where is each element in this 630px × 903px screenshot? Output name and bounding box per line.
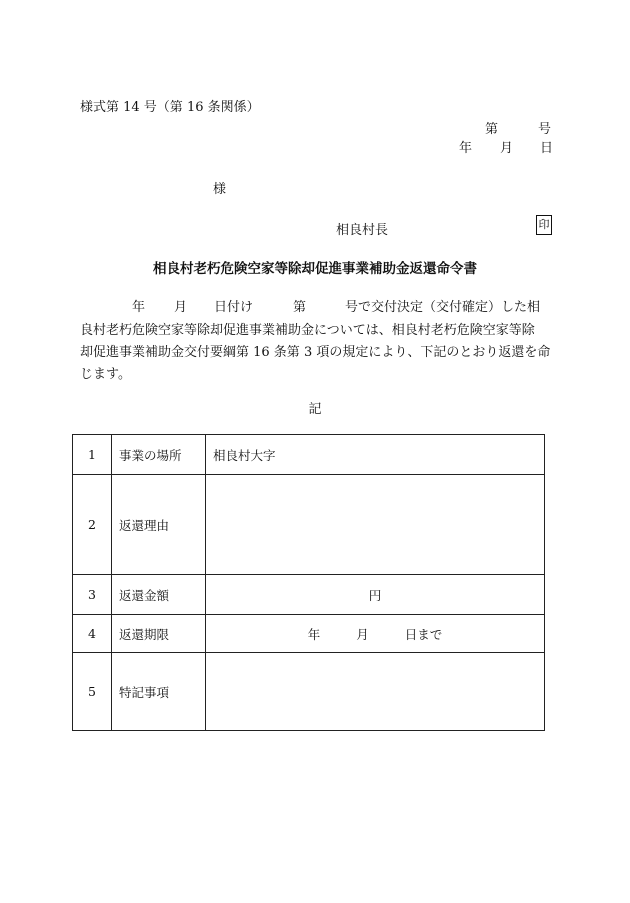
document-title: 相良村老朽危険空家等除却促進事業補助金返還命令書: [153, 261, 477, 277]
seal-mark: 印: [536, 215, 552, 235]
row-label: 返還金額: [112, 575, 206, 615]
deadline-month-label: 月: [356, 626, 369, 642]
document-number-prefix: 第: [485, 122, 499, 137]
row-label: 特記事項: [112, 653, 206, 731]
row-label: 返還理由: [112, 475, 206, 575]
body-line-3: 却促進事業補助金交付要綱第 16 条第 3 項の規定により、下記のとおり返還を命: [80, 345, 551, 360]
row-number: 2: [73, 475, 112, 575]
amount-value: 円: [206, 575, 545, 615]
remarks-value: [206, 653, 545, 731]
row-label: 事業の場所: [112, 435, 206, 475]
deadline-year-label: 年: [307, 626, 321, 642]
table-row: [73, 475, 545, 575]
body-year-label: 年: [132, 300, 146, 315]
ki-heading: 記: [308, 402, 322, 417]
addressee-honorific: 様: [213, 182, 227, 197]
table-row: [73, 615, 545, 653]
location-value: 相良村大字: [206, 435, 545, 475]
row-number: 3: [73, 575, 112, 615]
body-number-prefix: 第: [293, 300, 307, 315]
body-line-4: じます。: [80, 367, 131, 382]
deadline-value: [206, 615, 545, 653]
date-month-label: 月: [500, 141, 514, 156]
table-row: [73, 653, 545, 731]
body-month-label: 月: [174, 300, 188, 315]
row-number: 5: [73, 653, 112, 731]
row-number: 1: [73, 435, 112, 475]
row-number: 4: [73, 615, 112, 653]
body-line-1-rest: 号で交付決定（交付確定）した相: [345, 300, 541, 315]
deadline-day-label: 日まで: [404, 626, 443, 642]
table-row: [73, 575, 545, 615]
row-label: 返還期限: [112, 615, 206, 653]
body-date-suffix: 日付け: [214, 300, 254, 315]
body-line-2: 良村老朽危険空家等除却促進事業補助金については、相良村老朽危険空家等除: [80, 323, 535, 338]
date-day-label: 日: [540, 141, 554, 156]
table-row: [73, 435, 545, 475]
form-number: 様式第 14 号（第 16 条関係）: [80, 100, 260, 115]
reason-value: [206, 475, 545, 575]
date-year-label: 年: [459, 141, 473, 156]
document-number-suffix: 号: [538, 122, 552, 137]
sender-title: 相良村長: [336, 223, 389, 238]
detail-table: [72, 434, 545, 731]
